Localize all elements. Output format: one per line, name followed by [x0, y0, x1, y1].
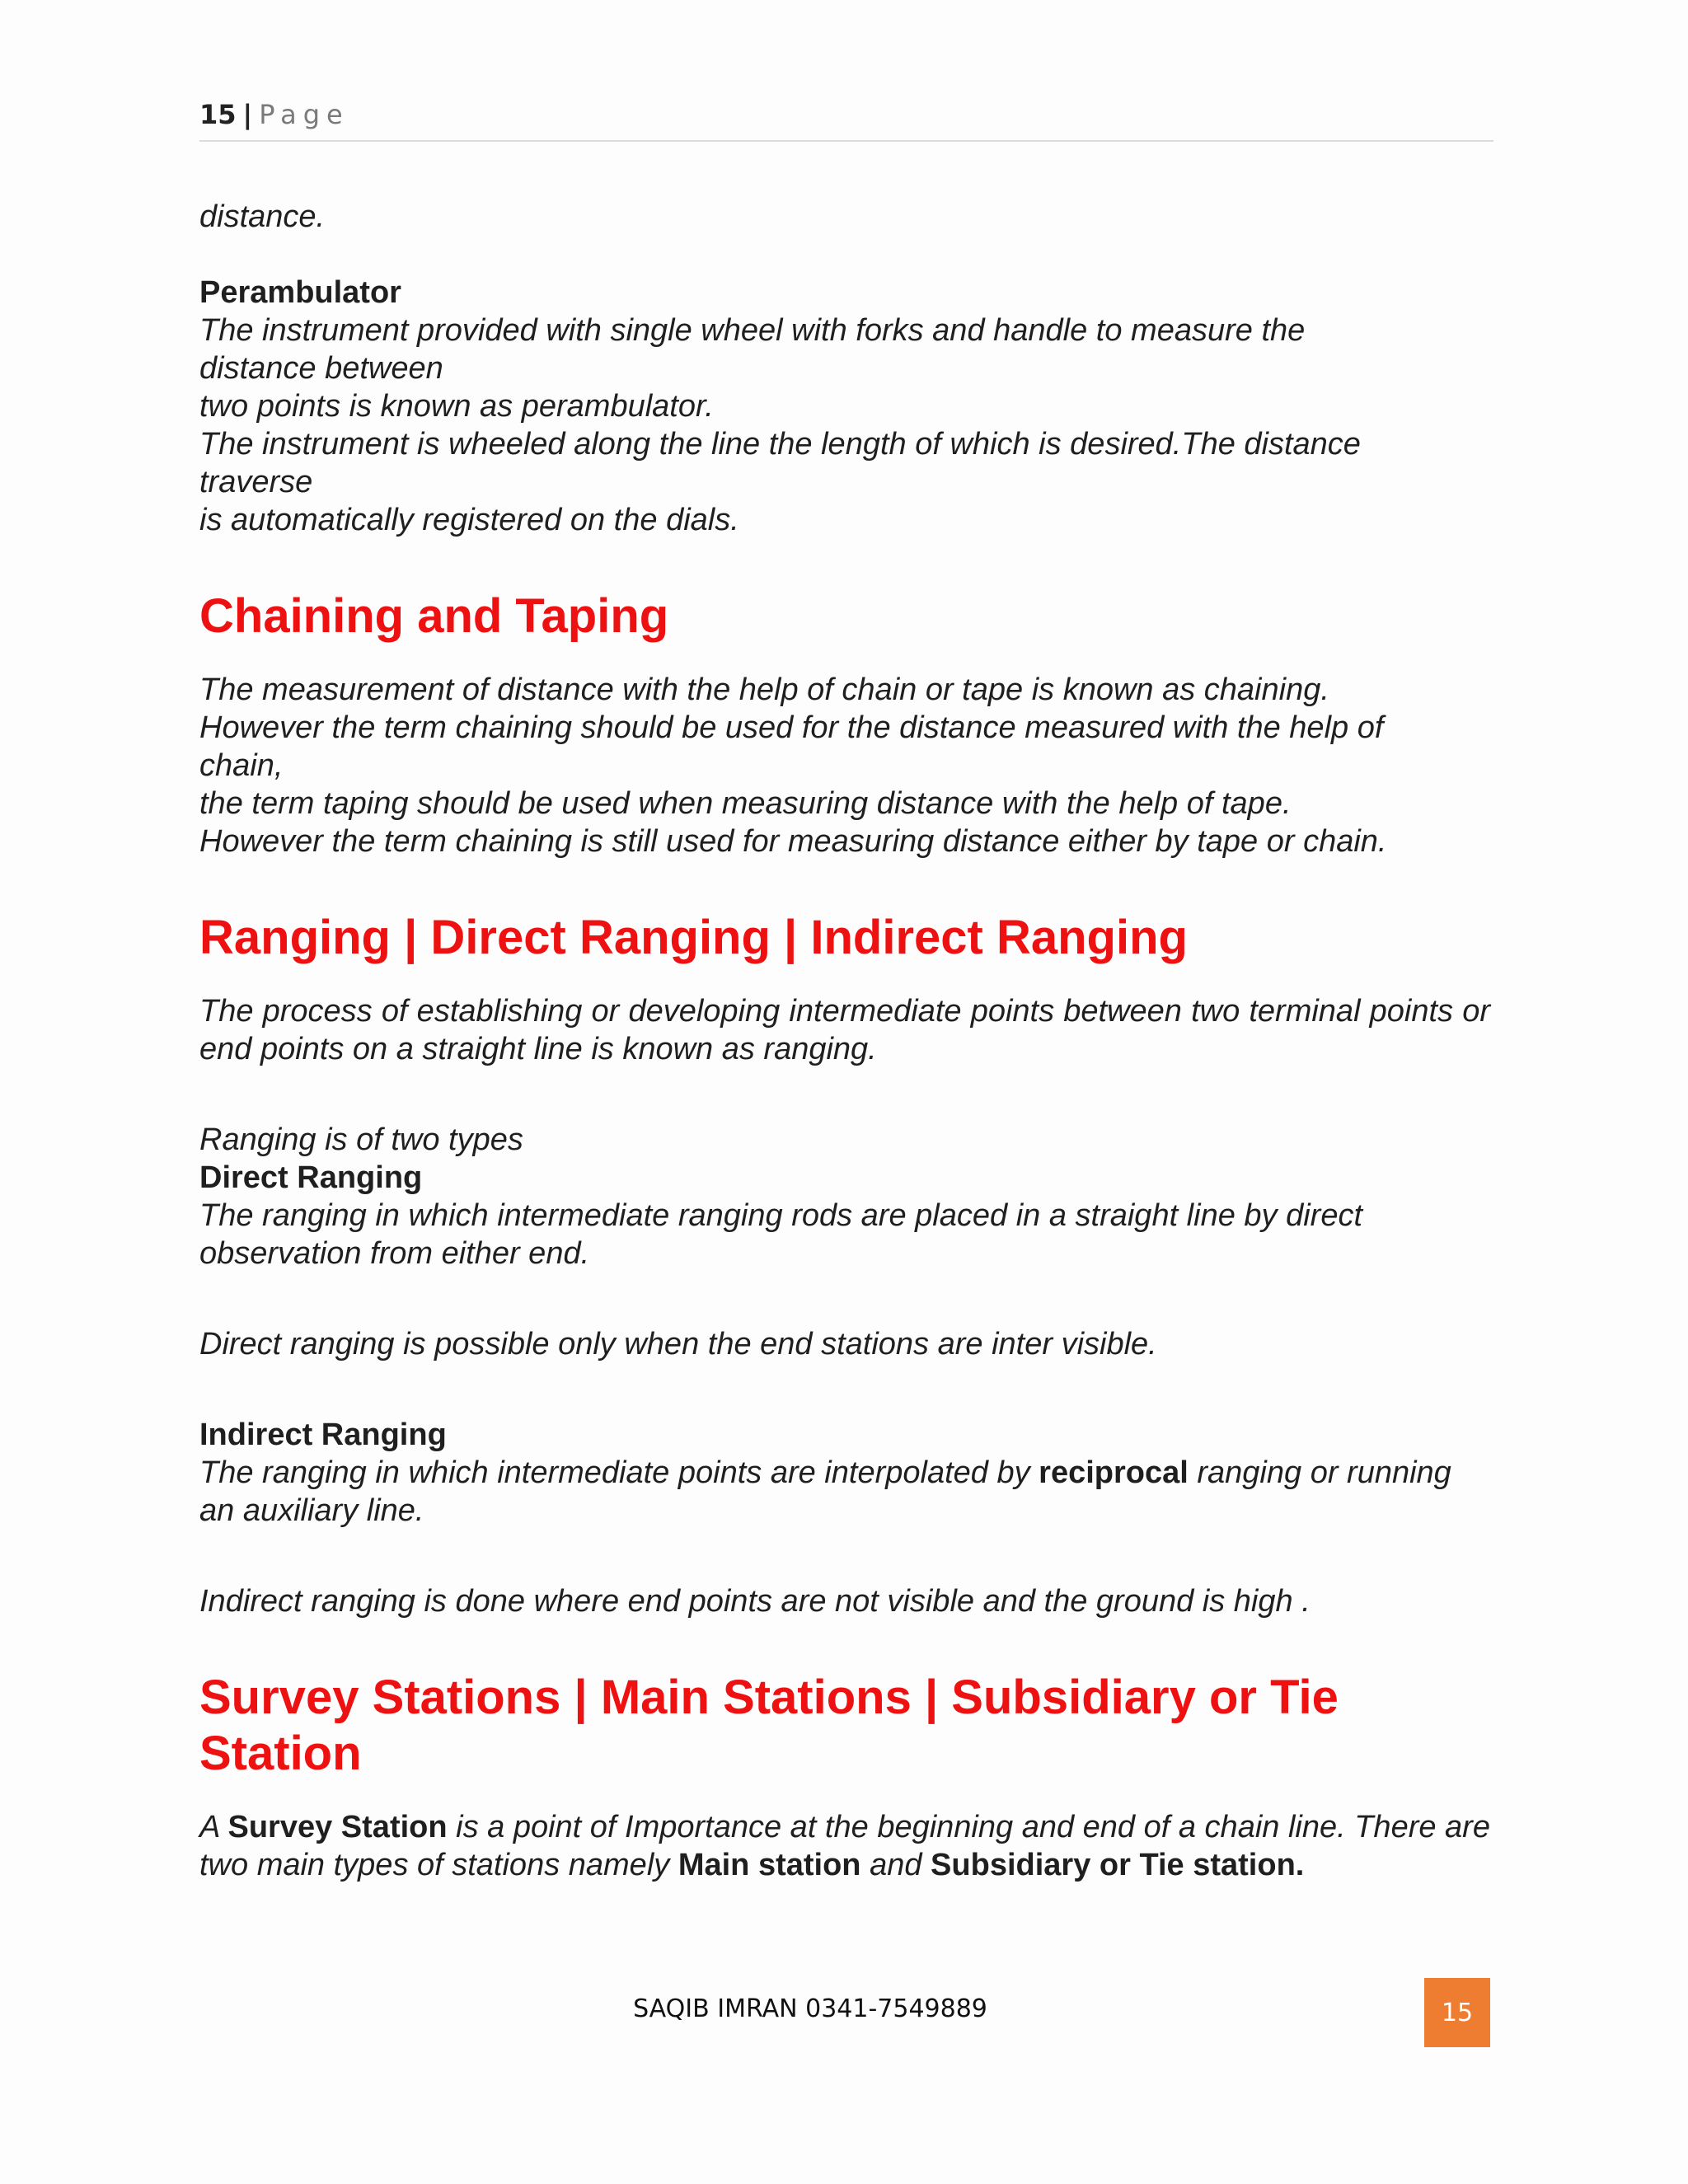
- indirect-text-post: ranging or running an auxiliary line.: [199, 1455, 1451, 1528]
- footer-page-badge: 15: [1424, 1978, 1490, 2047]
- chaining-line: The measurement of distance with the help of chain or tape is known as chaining.: [199, 673, 1329, 707]
- perambulator-line: The instrument provided with single wheel with forks and handle to measure the: [199, 313, 1306, 348]
- header-page-number: 15: [199, 99, 237, 130]
- indirect-text-bold: reciprocal: [1039, 1455, 1189, 1490]
- direct-ranging-title: Direct Ranging: [199, 1160, 423, 1195]
- continuation-line: distance.: [199, 199, 326, 234]
- header-page-word: Page: [259, 99, 349, 130]
- indirect-text-pre: The ranging in which intermediate points are interpolated by: [199, 1455, 1039, 1490]
- survey-text-a: A: [199, 1810, 228, 1844]
- survey-heading-line1: Survey Stations | Main Stations | Subsidiary or Tie: [199, 1671, 1339, 1724]
- page-content: [199, 198, 1490, 1884]
- chaining-line: the term taping should be used when measuring distance with the help of tape.: [199, 786, 1292, 821]
- perambulator-line: The instrument is wheeled along the line the length of which is desired.The distance: [199, 427, 1361, 462]
- ranging-heading: Ranging | Direct Ranging | Indirect Ranging: [199, 911, 1188, 964]
- chaining-line: However the term chaining should be used for the distance measured with the help of: [199, 710, 1384, 745]
- survey-text-bold3: Subsidiary or Tie station.: [931, 1848, 1305, 1882]
- perambulator-line: is automatically registered on the dials.: [199, 503, 739, 537]
- chaining-line: chain,: [199, 748, 284, 783]
- perambulator-line: distance between: [199, 351, 443, 386]
- page-header: [199, 99, 1493, 142]
- indirect-ranging-title: Indirect Ranging: [199, 1418, 447, 1452]
- indirect-ranging-paragraph: [199, 1454, 1490, 1530]
- survey-paragraph: [199, 1808, 1490, 1884]
- survey-text-mid: is a point of Importance at the beginning and end of a chain line. There are two main types of stations namely: [199, 1810, 1490, 1882]
- chaining-line: However the term chaining is still used for measuring distance either by tape or chain.: [199, 824, 1387, 859]
- direct-ranging-note: Direct ranging is possible only when the end stations are inter visible.: [199, 1327, 1157, 1361]
- ranging-paragraph: The process of establishing or developing intermediate points between two terminal points or end points on a straight line is known as ranging.: [199, 994, 1490, 1066]
- perambulator-title: Perambulator: [199, 275, 401, 310]
- survey-heading-line2: Station: [199, 1727, 362, 1780]
- indirect-ranging-note: Indirect ranging is done where end points are not visible and the ground is high .: [199, 1584, 1311, 1619]
- survey-heading: [199, 1670, 1490, 1782]
- ranging-types-line: Ranging is of two types: [199, 1122, 523, 1157]
- header-separator: |: [242, 99, 253, 130]
- perambulator-line: traverse: [199, 465, 313, 499]
- survey-text-bold2: Main station: [678, 1848, 861, 1882]
- perambulator-line: two points is known as perambulator.: [199, 389, 714, 424]
- direct-ranging-paragraph: The ranging in which intermediate ranging rods are placed in a straight line by direct observation from either end.: [199, 1198, 1363, 1271]
- footer-author: SAQIB IMRAN 0341-7549889: [633, 1994, 987, 2023]
- chaining-heading: Chaining and Taping: [199, 589, 669, 643]
- survey-text-bold1: Survey Station: [227, 1810, 448, 1844]
- survey-text-and: and: [860, 1848, 931, 1882]
